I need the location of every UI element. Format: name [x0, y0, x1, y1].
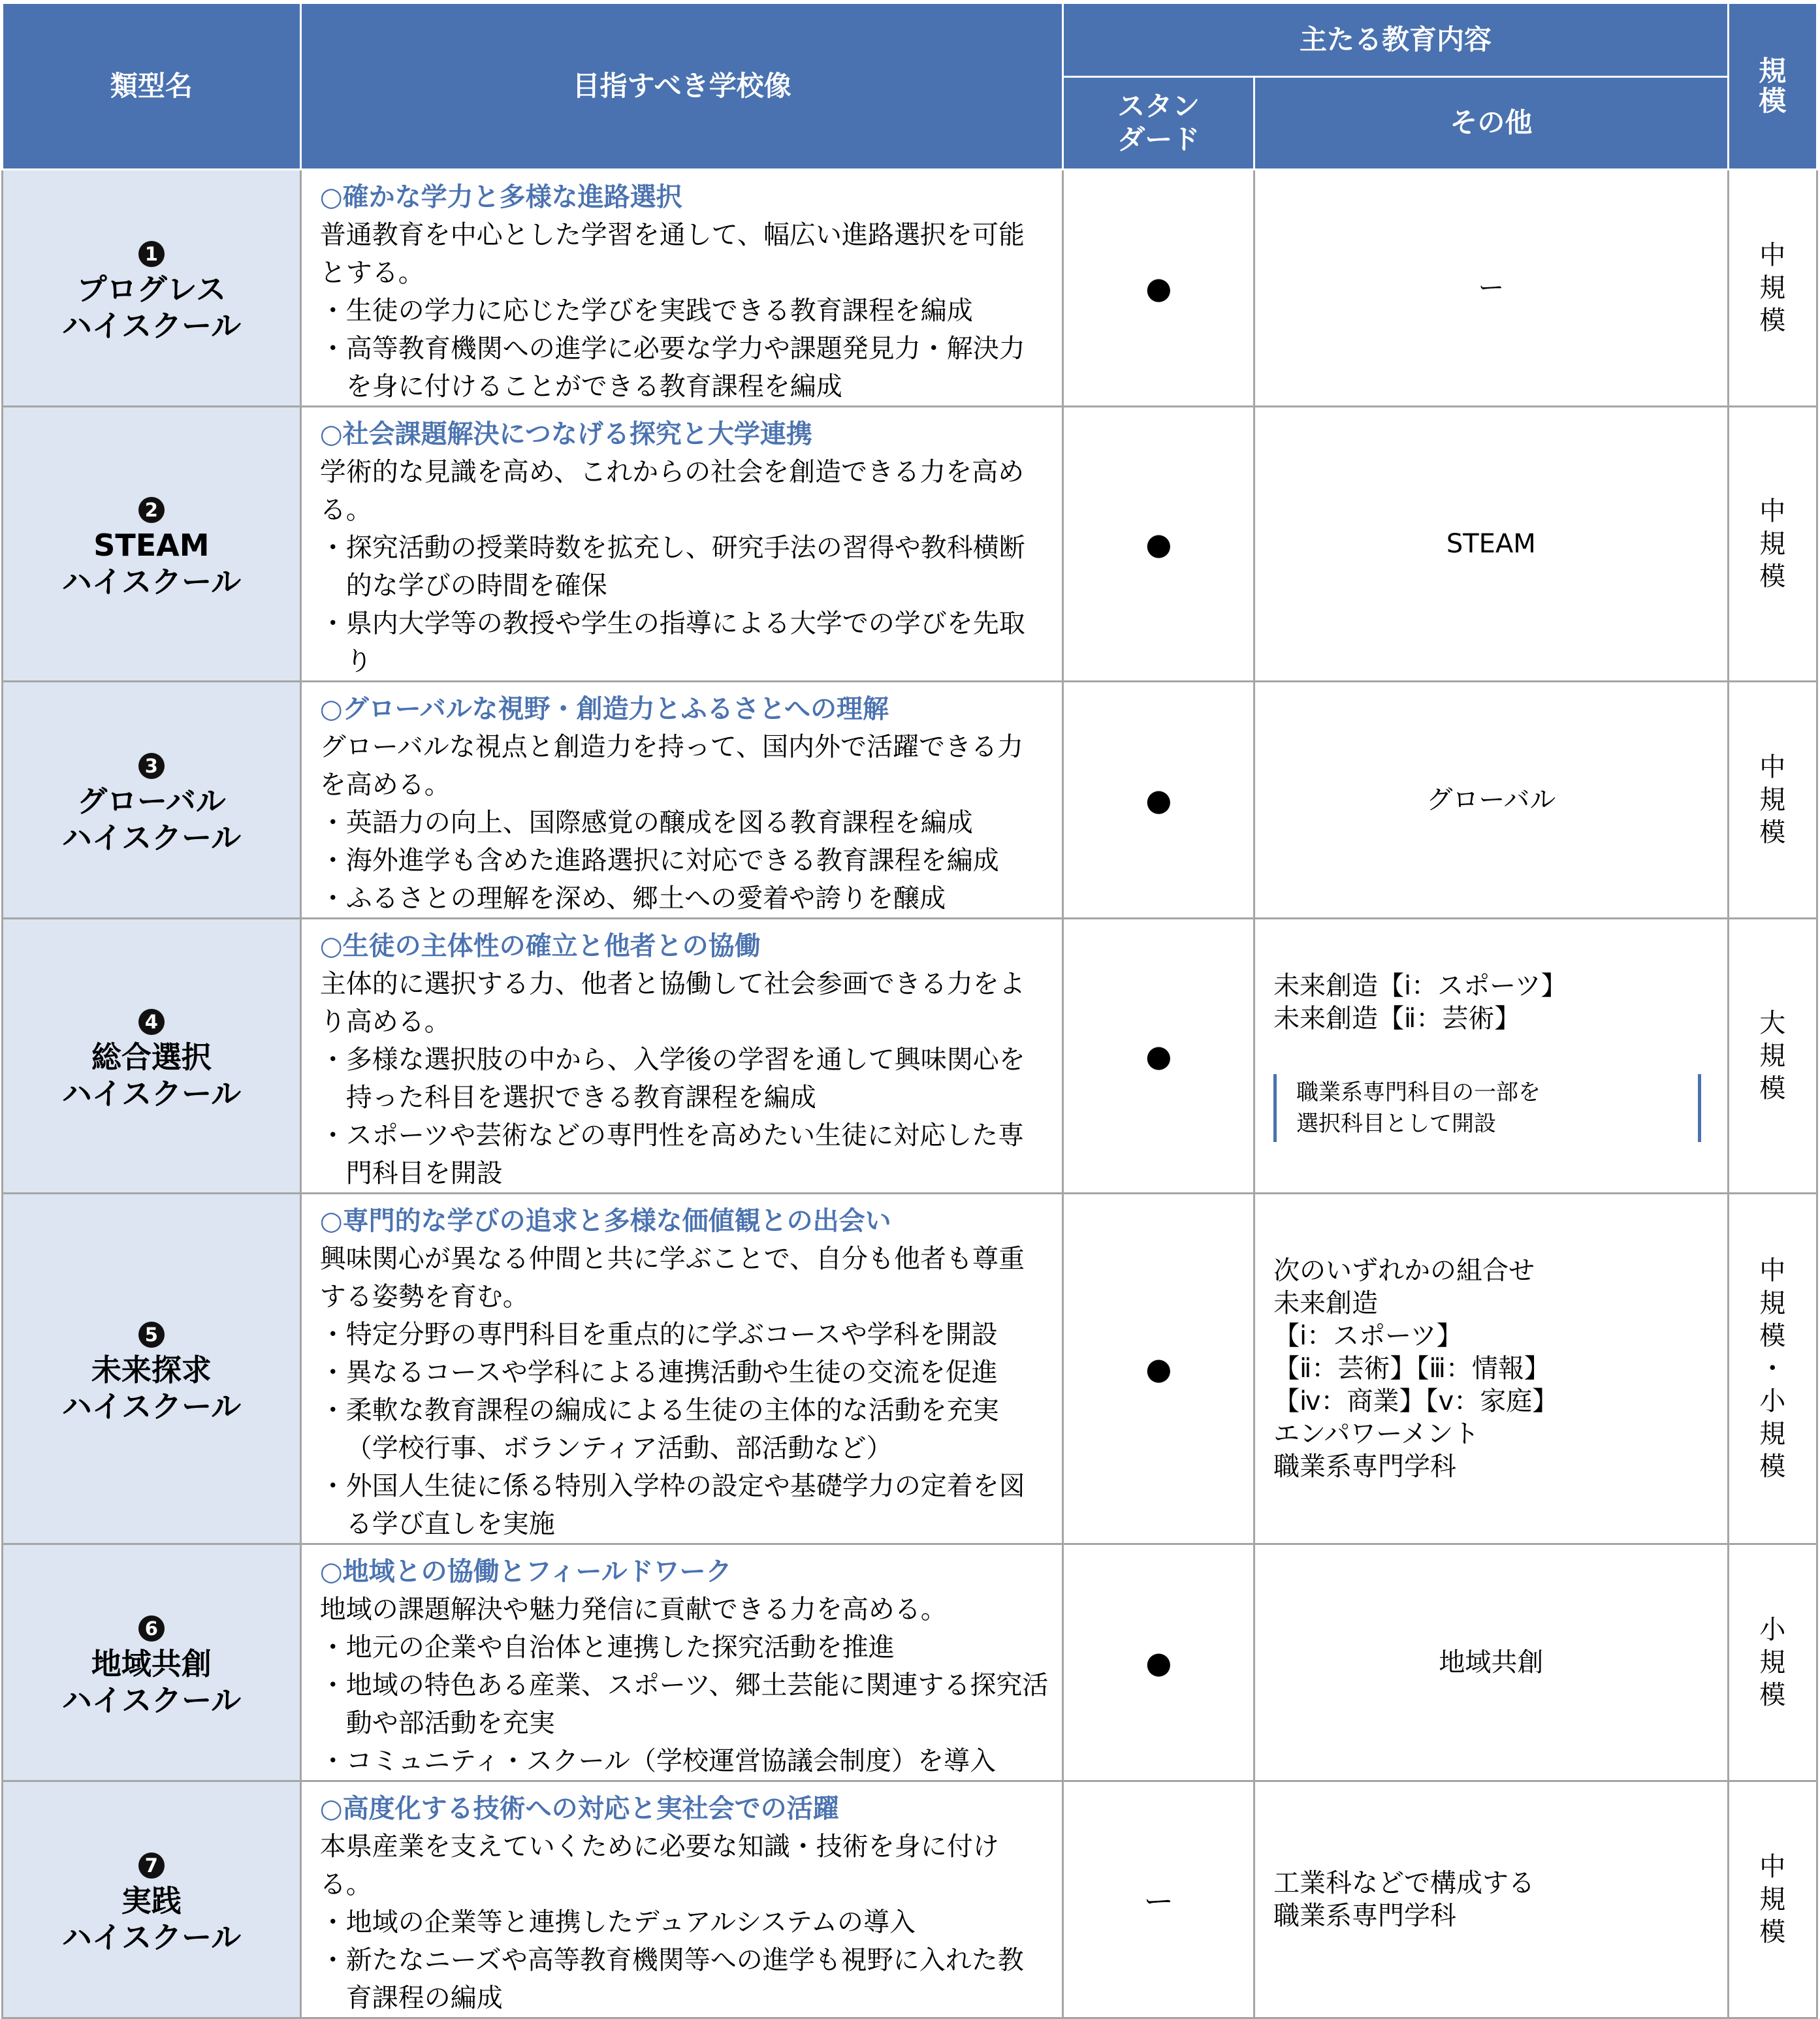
type-name-cell [3, 170, 301, 407]
standard-cell [1063, 170, 1254, 407]
other-line: 【ⅱ：芸術】【ⅲ：情報】 [1273, 1354, 1550, 1384]
standard-mark: ● [1145, 1645, 1172, 1680]
vision-cell [300, 682, 1063, 919]
scale-char: 規 [1759, 1419, 1786, 1449]
vision-summary: 普通教育を中心とした学習を通して、幅広い進路選択を可能とする。 [319, 220, 1025, 288]
other-line: 未来創造【ⅱ：芸術】 [1273, 1004, 1521, 1034]
other-line: 次のいずれかの組合せ [1273, 1256, 1535, 1286]
vision-headline: ○社会課題解決につなげる探究と大学連携 [319, 419, 812, 449]
scale-char: 大 [1759, 1008, 1786, 1038]
vision-bullet: ・県内大学等の教授や学生の指導による大学での学びを先取り [319, 609, 1025, 676]
number-badge: 1 [138, 241, 165, 267]
other-line: STEAM [1446, 529, 1536, 559]
vision-summary: 主体的に選択する力、他者と協働して社会参画できる力をより高める。 [319, 969, 1025, 1037]
vision-headline: ○確かな学力と多様な進路選択 [319, 182, 682, 212]
standard-cell [1063, 1781, 1254, 2018]
scale-char: 中 [1759, 1852, 1786, 1882]
other-cell [1254, 682, 1729, 919]
scale-char: 規 [1759, 1288, 1786, 1318]
vision-summary: 地域の課題解決や魅力発信に貢献できる力を高める。 [319, 1595, 947, 1625]
scale-char: 規 [1759, 1041, 1786, 1071]
standard-cell [1063, 682, 1254, 919]
other-cell [1254, 1781, 1729, 2018]
scale-char: 小 [1759, 1386, 1786, 1416]
standard-mark: ● [1145, 270, 1172, 306]
other-note: 職業系専門科目の一部を 選択科目として開設 [1273, 1074, 1701, 1142]
table-row [3, 682, 1817, 919]
vision-cell [300, 919, 1063, 1194]
scale-char: 中 [1759, 1256, 1786, 1286]
type-name-cell [3, 407, 301, 682]
vision-cell [300, 170, 1063, 407]
other-line: エンパワーメント [1273, 1419, 1480, 1449]
scale-char: 規 [1759, 1647, 1786, 1677]
type-name-line: 総合選択 [91, 1039, 212, 1075]
scale-cell [1728, 407, 1817, 682]
vision-bullet: ・ふるさとの理解を深め、郷土への愛着や誇りを醸成 [319, 883, 946, 914]
vision-headline: ○地域との協働とフィールドワーク [319, 1557, 732, 1587]
vision-cell [300, 1544, 1063, 1781]
number-badge: 7 [138, 1852, 165, 1879]
standard-mark: ● [1145, 782, 1172, 818]
vision-bullet: ・英語力の向上、国際感覚の醸成を図る教育課程を編成 [319, 808, 973, 838]
school-type-table [1, 2, 1818, 2019]
scale-cell [1728, 1781, 1817, 2018]
other-cell [1254, 170, 1729, 407]
scale-char: 規 [1759, 529, 1786, 559]
vision-bullet: ・特定分野の専門科目を重点的に学ぶコースや学科を開設 [319, 1320, 998, 1350]
scale-char: 模 [1759, 562, 1786, 592]
other-line: 職業系専門学科 [1273, 1901, 1457, 1931]
vision-bullet: ・外国人生徒に係る特別入学枠の設定や基礎学力の定着を図る学び直しを実施 [319, 1471, 1025, 1539]
vision-headline: ○専門的な学びの追求と多様な価値観との出会い [319, 1206, 891, 1236]
standard-cell [1063, 1544, 1254, 1781]
scale-char: 模 [1759, 1917, 1786, 1947]
vision-bullet: ・柔軟な教育課程の編成による生徒の主体的な活動を充実（学校行事、ボランティア活動、部活動など） [319, 1395, 999, 1463]
number-badge: 3 [138, 753, 165, 779]
type-name-line: 実践 [121, 1883, 182, 1918]
vision-bullet: ・異なるコースや学科による連携活動や生徒の交流を促進 [319, 1358, 998, 1388]
other-cell [1254, 1194, 1729, 1544]
vision-bullet: ・地域の特色ある産業、スポーツ、郷土芸能に関連する探究活動や部活動を充実 [319, 1670, 1049, 1738]
vision-bullet: ・地元の企業や自治体と連携した探究活動を推進 [319, 1632, 895, 1662]
vision-bullet: ・生徒の学力に応じた学びを実践できる教育課程を編成 [319, 296, 973, 326]
vision-cell [300, 1781, 1063, 2018]
type-name-line: プログレス [76, 271, 227, 307]
scale-char: 模 [1759, 1680, 1786, 1710]
other-line: 未来創造【ⅰ：スポーツ】 [1273, 971, 1567, 1001]
scale-char: 模 [1759, 1452, 1786, 1482]
scale-char: 模 [1759, 1321, 1786, 1351]
standard-mark: ー [1143, 1884, 1174, 1919]
scale-char: 模 [1759, 306, 1786, 336]
header-scale: 規 模 [1728, 3, 1817, 170]
type-name-cell [3, 682, 301, 919]
scale-char: 規 [1759, 1884, 1786, 1915]
other-line: 地域共創 [1439, 1647, 1544, 1677]
vision-bullet: ・スポーツや芸術などの専門性を高めたい生徒に対応した専門科目を開設 [319, 1121, 1025, 1188]
scale-char: 模 [1759, 1073, 1786, 1104]
type-name-line: ハイスクール [61, 1076, 242, 1111]
scale-char: 模 [1759, 818, 1786, 848]
other-line: グローバル [1426, 785, 1556, 815]
type-name-line: ハイスクール [61, 820, 242, 855]
scale-char: 中 [1759, 496, 1786, 526]
header-content: 主たる教育内容 [1063, 3, 1728, 77]
type-name-line: STEAM [93, 527, 210, 563]
number-badge: 4 [138, 1009, 165, 1035]
header-vision: 目指すべき学校像 [300, 3, 1063, 170]
type-name-cell [3, 1194, 301, 1544]
number-badge: 5 [138, 1322, 165, 1348]
type-name-line: 地域共創 [91, 1645, 212, 1681]
vision-cell [300, 1194, 1063, 1544]
other-cell [1254, 919, 1729, 1194]
header-standard: スタン ダード [1063, 77, 1254, 170]
vision-summary: 学術的な見識を高め、これからの社会を創造できる力を高める。 [319, 457, 1025, 525]
vision-bullet: ・多様な選択肢の中から、入学後の学習を通して興味関心を持った科目を選択できる教育課程を編成 [319, 1045, 1025, 1113]
other-cell [1254, 1544, 1729, 1781]
vision-bullet: ・探究活動の授業時数を拡充し、研究手法の習得や教科横断的な学びの時間を確保 [319, 533, 1025, 601]
vision-summary: グローバルな視点と創造力を持って、国内外で活躍できる力を高める。 [319, 732, 1023, 800]
vision-bullet: ・コミュニティ・スクール（学校運営協議会制度）を導入 [319, 1746, 996, 1776]
vision-headline: ○グローバルな視野・創造力とふるさとへの理解 [319, 694, 889, 724]
other-line: 【ⅰ：スポーツ】 [1273, 1321, 1463, 1351]
vision-bullet: ・新たなニーズや高等教育機関等への進学も視野に入れた教育課程の編成 [319, 1945, 1024, 2013]
type-name-line: ハイスクール [61, 1389, 242, 1424]
scale-cell [1728, 682, 1817, 919]
vision-headline: ○生徒の主体性の確立と他者との協働 [319, 931, 761, 961]
header-other: その他 [1254, 77, 1729, 170]
type-name-line: 未来探求 [91, 1352, 212, 1388]
type-name-line: ハイスクール [61, 308, 242, 343]
table-row [3, 407, 1817, 682]
table-row [3, 170, 1817, 407]
standard-mark: ● [1145, 526, 1172, 562]
type-name-cell [3, 919, 301, 1194]
other-line: 未来創造 [1273, 1288, 1379, 1318]
table-row [3, 919, 1817, 1194]
vision-cell [300, 407, 1063, 682]
vision-bullet: ・地域の企業等と連携したデュアルシステムの導入 [319, 1907, 916, 1937]
table-row [3, 1544, 1817, 1781]
number-badge: 6 [138, 1615, 165, 1642]
vision-bullet: ・高等教育機関への進学に必要な学力や課題発見力・解決力を身に付けることができる教育課程を編成 [319, 334, 1025, 402]
type-name-line: ハイスクール [61, 564, 242, 599]
scale-char: ・ [1759, 1354, 1786, 1384]
vision-summary: 興味関心が異なる仲間と共に学ぶことで、自分も他者も尊重する姿勢を育む。 [319, 1244, 1025, 1312]
scale-cell [1728, 1544, 1817, 1781]
scale-char: 規 [1759, 785, 1786, 815]
type-name-cell [3, 1781, 301, 2018]
scale-char: 中 [1759, 240, 1786, 270]
scale-cell [1728, 170, 1817, 407]
standard-mark: ● [1145, 1038, 1172, 1073]
scale-cell [1728, 1194, 1817, 1544]
vision-bullet: ・海外進学も含めた進路選択に対応できる教育課程を編成 [319, 846, 999, 876]
type-name-cell [3, 1544, 301, 1781]
standard-cell [1063, 407, 1254, 682]
table-body [3, 170, 1817, 2018]
standard-cell [1063, 1194, 1254, 1544]
other-cell [1254, 407, 1729, 682]
vision-headline: ○高度化する技術への対応と実社会での活躍 [319, 1794, 839, 1824]
table-row [3, 1194, 1817, 1544]
type-name-line: グローバル [77, 783, 226, 819]
table-row [3, 1781, 1817, 2018]
vision-summary: 本県産業を支えていくために必要な知識・技術を身に付ける。 [319, 1832, 999, 1900]
other-line: 【ⅳ：商業】【ⅴ：家庭】 [1273, 1386, 1559, 1416]
number-badge: 2 [138, 497, 165, 523]
scale-char: 中 [1759, 752, 1786, 782]
standard-mark: ● [1145, 1351, 1172, 1386]
other-line: 工業科などで構成する [1273, 1868, 1535, 1898]
other-line: 職業系専門学科 [1273, 1452, 1457, 1482]
scale-char: 小 [1759, 1615, 1786, 1645]
scale-cell [1728, 919, 1817, 1194]
standard-cell [1063, 919, 1254, 1194]
header-type-name: 類型名 [3, 3, 301, 170]
type-name-line: ハイスクール [61, 1683, 242, 1718]
type-name-line: ハイスクール [61, 1920, 242, 1955]
other-line: ー [1478, 273, 1505, 303]
scale-char: 規 [1759, 273, 1786, 303]
